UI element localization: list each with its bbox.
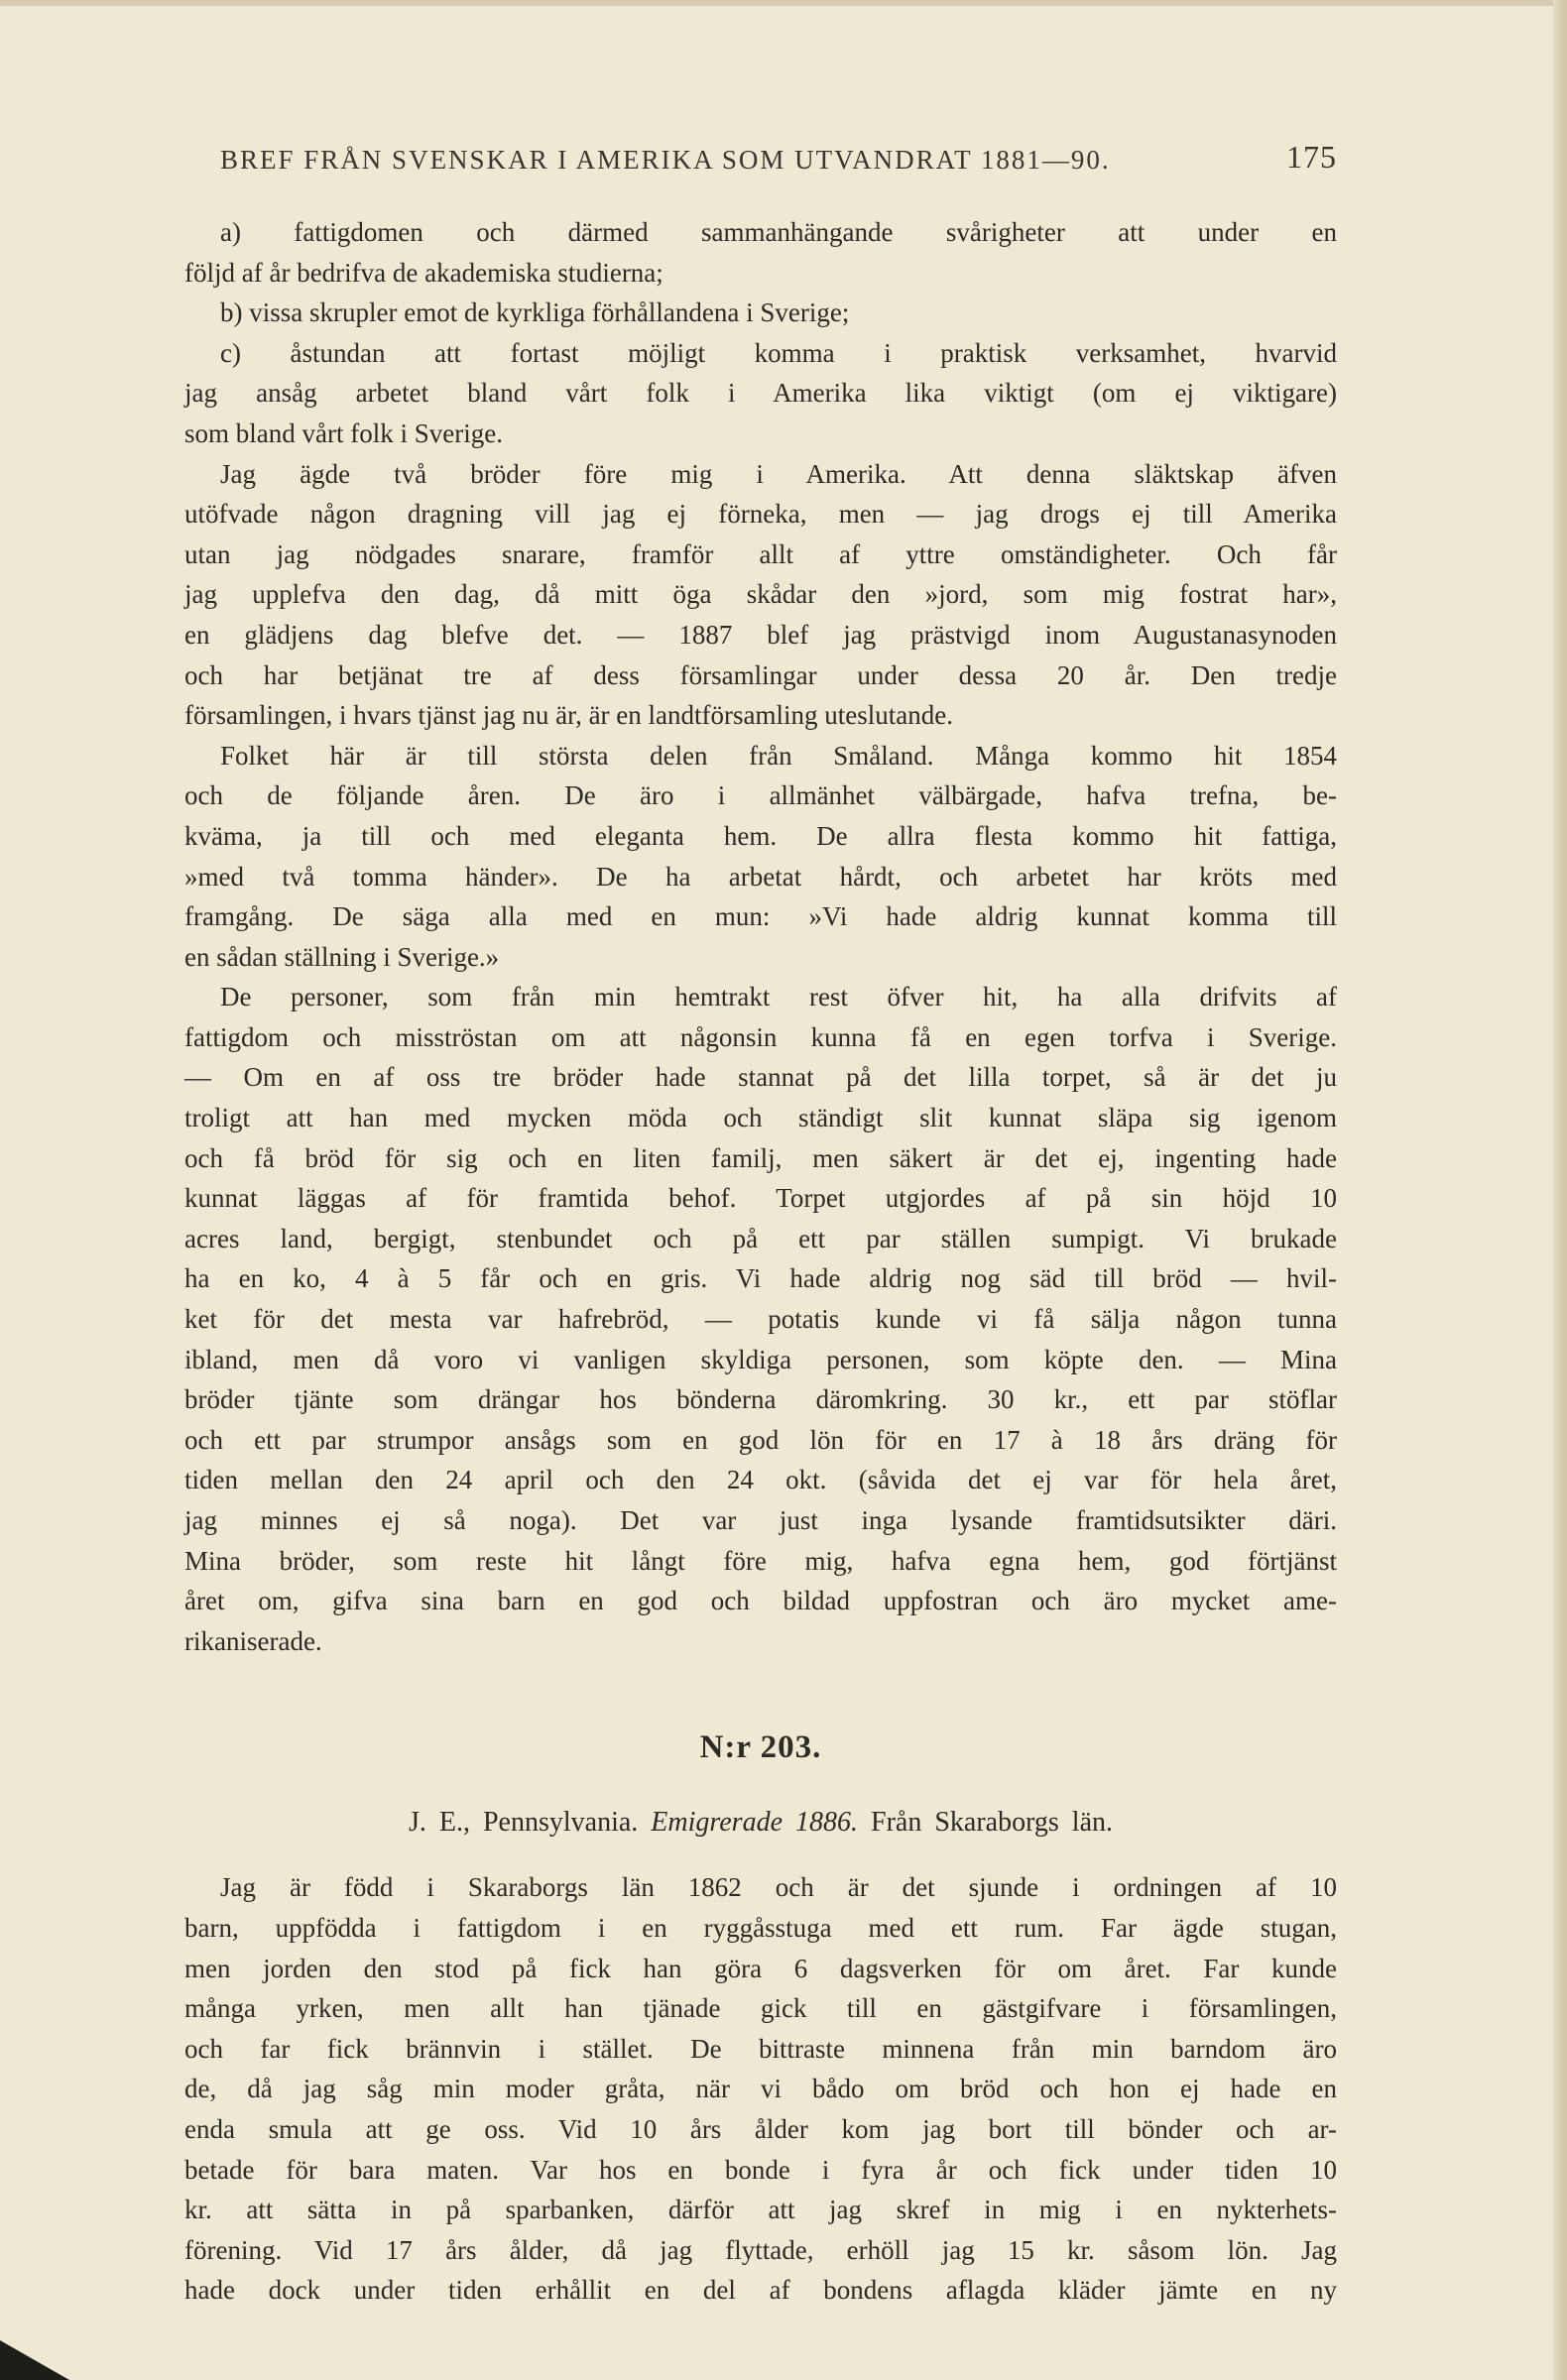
text-line: jag minnes ej så noga). Det var just inga lysande framtidsutsikter däri. xyxy=(184,1505,1337,1535)
text-line: fattigdom och misströstan om att någonsin kunna få en egen torfva i Sverige. xyxy=(184,1021,1337,1052)
text-line: förening. Vid 17 års ålder, då jag flyttade, erhöll jag 15 kr. såsom lön. Jag xyxy=(184,2234,1337,2265)
text-line: utöfvade någon dragning vill jag ej förneka, men — jag drogs ej till Amerika xyxy=(184,499,1337,530)
text-line: Mina bröder, som reste hit långt före mig, hafva egna hem, god förtjänst xyxy=(184,1545,1337,1576)
text-line: enda smula att ge oss. Vid 10 års ålder kom jag bort till bönder och ar- xyxy=(184,2113,1337,2144)
letter-origin: Från Skaraborgs län. xyxy=(871,1807,1114,1839)
text-line: acres land, bergigt, stenbundet och på ett par ställen sumpigt. Vi brukade xyxy=(184,1223,1337,1253)
text-line: ket för det mesta var hafrebröd, — potatis kunde vi få sälja någon tunna xyxy=(184,1304,1337,1335)
text-line: framgång. De säga alla med en mun: »Vi hade aldrig kunnat komma till xyxy=(184,901,1337,932)
text-line: kr. att sätta in på sparbanken, därför att jag skref in mig i en nykterhets- xyxy=(184,2195,1337,2225)
text-line: året om, gifva sina barn en god och bildad uppfostran och äro mycket ame- xyxy=(184,1586,1337,1616)
running-head xyxy=(184,139,1337,182)
text-line: Folket här är till största delen från Småland. Många kommo hit 1854 xyxy=(220,740,1337,771)
text-line: a) fattigdomen och därmed sammanhängande svårigheter att under en xyxy=(220,217,1337,247)
text-line: men jorden den stod på fick han göra 6 dagsverken för om året. Far kunde xyxy=(184,1953,1337,1983)
body-text-top xyxy=(184,212,1337,1661)
text-line: Jag ägde två bröder före mig i Amerika. Att denna släktskap äfven xyxy=(220,458,1337,489)
text-line: och har betjänat tre af dess församlingar under dessa 20 år. Den tredje xyxy=(184,659,1337,690)
text-line: och ett par strumpor ansågs som en god lön för en 17 à 18 års dräng för xyxy=(184,1424,1337,1455)
text-line: många yrken, men allt han tjänade gick till en gästgifvare i församlingen, xyxy=(184,1993,1337,2024)
text-line: och de följande åren. De äro i allmänhet välbärgade, hafva trefna, be- xyxy=(184,780,1337,811)
text-line: utan jag nödgades snarare, framför allt af yttre omständigheter. Och får xyxy=(184,538,1337,569)
text-line: och få bröd för sig och en liten familj, men säkert är det ej, ingenting hade xyxy=(184,1142,1337,1173)
letter-subheading xyxy=(184,1798,1337,1847)
text-line: betade för bara maten. Var hos en bonde i fyra år och fick under tiden 10 xyxy=(184,2154,1337,2185)
page-right-edge xyxy=(1553,0,1567,2380)
text-line: Jag är född i Skaraborgs län 1862 och är det sjunde i ordningen af 10 xyxy=(220,1872,1337,1903)
text-column xyxy=(184,139,1337,2311)
text-line: troligt att han med mycken möda och ständigt slit kunnat släpa sig igenom xyxy=(184,1103,1337,1133)
letter-emigration-year: Emigrerade 1886. xyxy=(651,1807,859,1839)
text-line: följd af år bedrifva de akademiska studierna; xyxy=(184,257,663,288)
text-line: ha en ko, 4 à 5 får och en gris. Vi hade aldrig nog säd till bröd — hvil- xyxy=(184,1263,1337,1294)
text-line: församlingen, i hvars tjänst jag nu är, är en landtförsamling uteslutande. xyxy=(184,700,953,731)
text-line: som bland vårt folk i Sverige. xyxy=(184,417,503,448)
text-line: b) vissa skrupler emot de kyrkliga förhållandena i Sverige; xyxy=(220,298,850,328)
text-line: kunnat läggas af för framtida behof. Torpet utgjordes af på sin höjd 10 xyxy=(184,1183,1337,1214)
page-top-edge xyxy=(0,0,1567,6)
text-line: bröder tjänte som drängar hos bönderna däromkring. 30 kr., ett par stöflar xyxy=(184,1384,1337,1415)
text-line: c) åstundan att fortast möjligt komma i praktisk verksamhet, hvarvid xyxy=(220,337,1337,368)
letter-author: J. E., Pennsylvania. xyxy=(408,1807,639,1839)
text-line: jag ansåg arbetet bland vårt folk i Amerika lika viktigt (om ej viktigare) xyxy=(184,378,1337,409)
text-line: barn, uppfödda i fattigdom i en ryggåsstuga med ett rum. Far ägde stugan, xyxy=(184,1912,1337,1943)
text-line: de, då jag såg min moder gråta, när vi bådo om bröd och hon ej hade en xyxy=(184,2074,1337,2104)
page-number: 175 xyxy=(1286,139,1337,175)
text-line: — Om en af oss tre bröder hade stannat på det lilla torpet, så är det ju xyxy=(184,1062,1337,1093)
text-line: en sådan ställning i Sverige.» xyxy=(184,941,500,972)
running-head-title: BREF FRÅN SVENSKAR I AMERIKA SOM UTVANDRAT 1881—90. xyxy=(220,145,1111,175)
text-line: »med två tomma händer». De ha arbetat hårdt, och arbetet har kröts med xyxy=(184,861,1337,892)
text-line: tiden mellan den 24 april och den 24 okt. (såvida det ej var för hela året, xyxy=(184,1465,1337,1495)
text-line: ibland, men då voro vi vanligen skyldiga personen, som köpte den. — Mina xyxy=(184,1344,1337,1374)
text-line: jag upplefva den dag, då mitt öga skådar den »jord, som mig fostrat har», xyxy=(184,579,1337,610)
text-line: rikaniserade. xyxy=(184,1625,322,1656)
text-line: De personer, som från min hemtrakt rest öfver hit, ha alla drifvits af xyxy=(220,982,1337,1012)
scan-corner-mark xyxy=(0,2340,69,2380)
body-text-bottom xyxy=(184,1867,1337,2311)
text-line: och far fick brännvin i stället. De bittraste minnena från min barndom äro xyxy=(184,2033,1337,2064)
text-line: hade dock under tiden erhållit en del af bondens aflagda kläder jämte en ny xyxy=(184,2275,1337,2306)
letter-number-heading: N:r 203. xyxy=(699,1729,822,1766)
text-line: en glädjens dag blefve det. — 1887 blef jag prästvigd inom Augustanasynoden xyxy=(184,619,1337,650)
text-line: kväma, ja till och med eleganta hem. De allra flesta kommo hit fattiga, xyxy=(184,820,1337,851)
